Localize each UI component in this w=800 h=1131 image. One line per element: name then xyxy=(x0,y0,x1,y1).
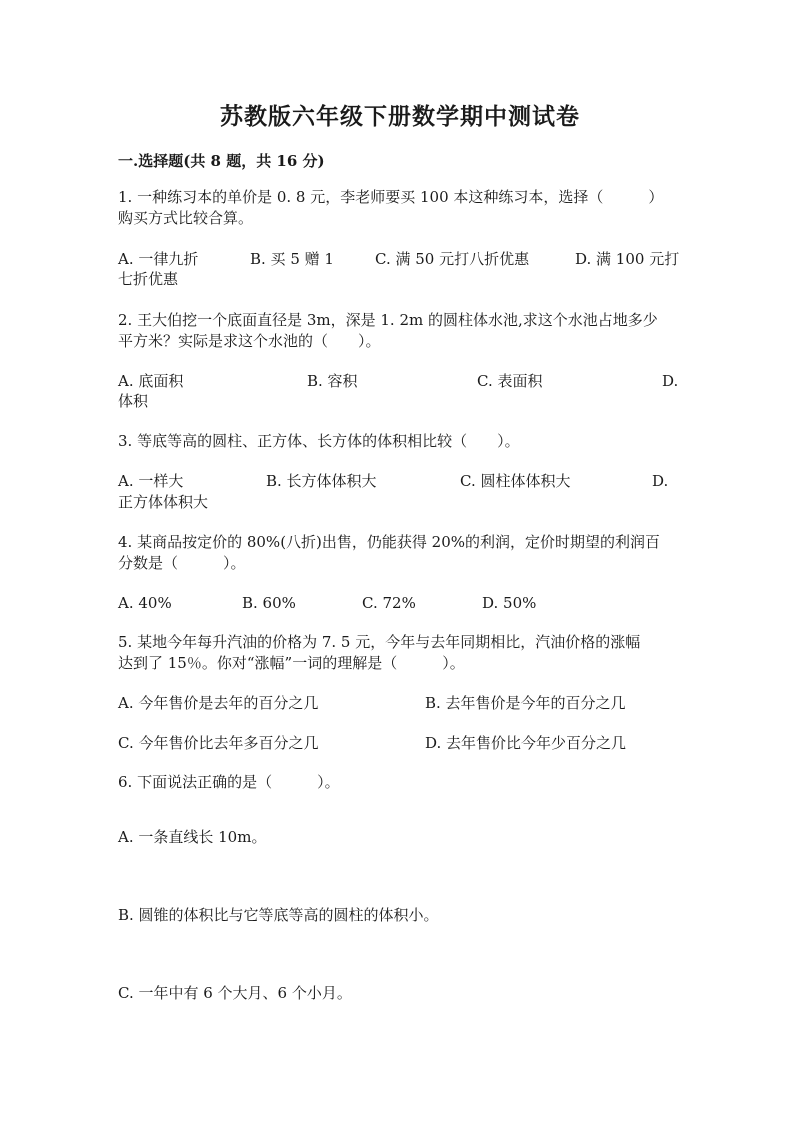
question-5-line-1: 5. 某地今年每升汽油的价格为 7. 5 元，今年与去年同期相比，汽油价格的涨幅 xyxy=(118,633,641,651)
question-2-option-d: D. xyxy=(662,372,679,390)
question-1-option-c: C. 满 50 元打八折优惠 xyxy=(375,250,530,268)
question-2-line-1: 2. 王大伯挖一个底面直径是 3m，深是 1. 2m 的圆柱体水池,求这个水池占地多少 xyxy=(118,311,658,329)
question-1-line-2: 购买方式比较合算。 xyxy=(118,209,254,227)
question-4-option-a: A. 40% xyxy=(118,594,172,612)
question-1-option-d: D. 满 100 元打 xyxy=(575,250,680,268)
question-2-option-b: B. 容积 xyxy=(307,372,358,390)
question-2-line-2: 平方米？实际是求这个水池的（ ）。 xyxy=(118,332,381,350)
question-3-option-d: D. xyxy=(652,472,669,490)
question-6-option-a: A. 一条直线长 10m。 xyxy=(118,828,267,846)
question-3-line-1: 3. 等底等高的圆柱、正方体、长方体的体积相比较（ ）。 xyxy=(118,432,520,450)
question-5-line-2: 达到了 15％。你对“涨幅”一词的理解是（ ）。 xyxy=(118,654,465,672)
question-4-option-b: B. 60% xyxy=(242,594,296,612)
question-4-option-c: C. 72% xyxy=(362,594,416,612)
question-2-option-a: A. 底面积 xyxy=(118,372,184,390)
question-5-option-b: B. 去年售价是今年的百分之几 xyxy=(425,694,626,712)
question-1-option-d-continued: 七折优惠 xyxy=(118,270,179,288)
question-3-option-a: A. 一样大 xyxy=(118,472,184,490)
question-5-option-d: D. 去年售价比今年少百分之几 xyxy=(425,734,627,752)
question-3-option-d-continued: 正方体体积大 xyxy=(118,493,209,511)
question-6-line-1: 6. 下面说法正确的是（ ）。 xyxy=(118,773,340,791)
question-3-option-b: B. 长方体体积大 xyxy=(266,472,377,490)
question-4-line-1: 4. 某商品按定价的 80%(八折)出售，仍能获得 20%的利润，定价时期望的利润百 xyxy=(118,533,661,551)
question-1-option-a: A. 一律九折 xyxy=(118,250,199,268)
section-heading: 一.选择题(共 8 题，共 16 分) xyxy=(118,152,325,170)
question-1-line-1: 1. 一种练习本的单价是 0. 8 元，李老师要买 100 本这种练习本，选择（ ） xyxy=(118,188,664,206)
question-4-option-d: D. 50% xyxy=(482,594,537,612)
question-6-option-c: C. 一年中有 6 个大月、6 个小月。 xyxy=(118,984,352,1002)
question-3-option-c: C. 圆柱体体积大 xyxy=(460,472,571,490)
question-6-option-b: B. 圆锥的体积比与它等底等高的圆柱的体积小。 xyxy=(118,906,439,924)
question-2-option-c: C. 表面积 xyxy=(477,372,543,390)
question-2-option-d-continued: 体积 xyxy=(118,392,149,410)
question-4-line-2: 分数是（ ）。 xyxy=(118,554,246,572)
page-title: 苏教版六年级下册数学期中测试卷 xyxy=(220,103,580,130)
question-5-option-c: C. 今年售价比去年多百分之几 xyxy=(118,734,319,752)
question-1-option-b: B. 买 5 赠 1 xyxy=(250,250,334,268)
question-5-option-a: A. 今年售价是去年的百分之几 xyxy=(118,694,319,712)
